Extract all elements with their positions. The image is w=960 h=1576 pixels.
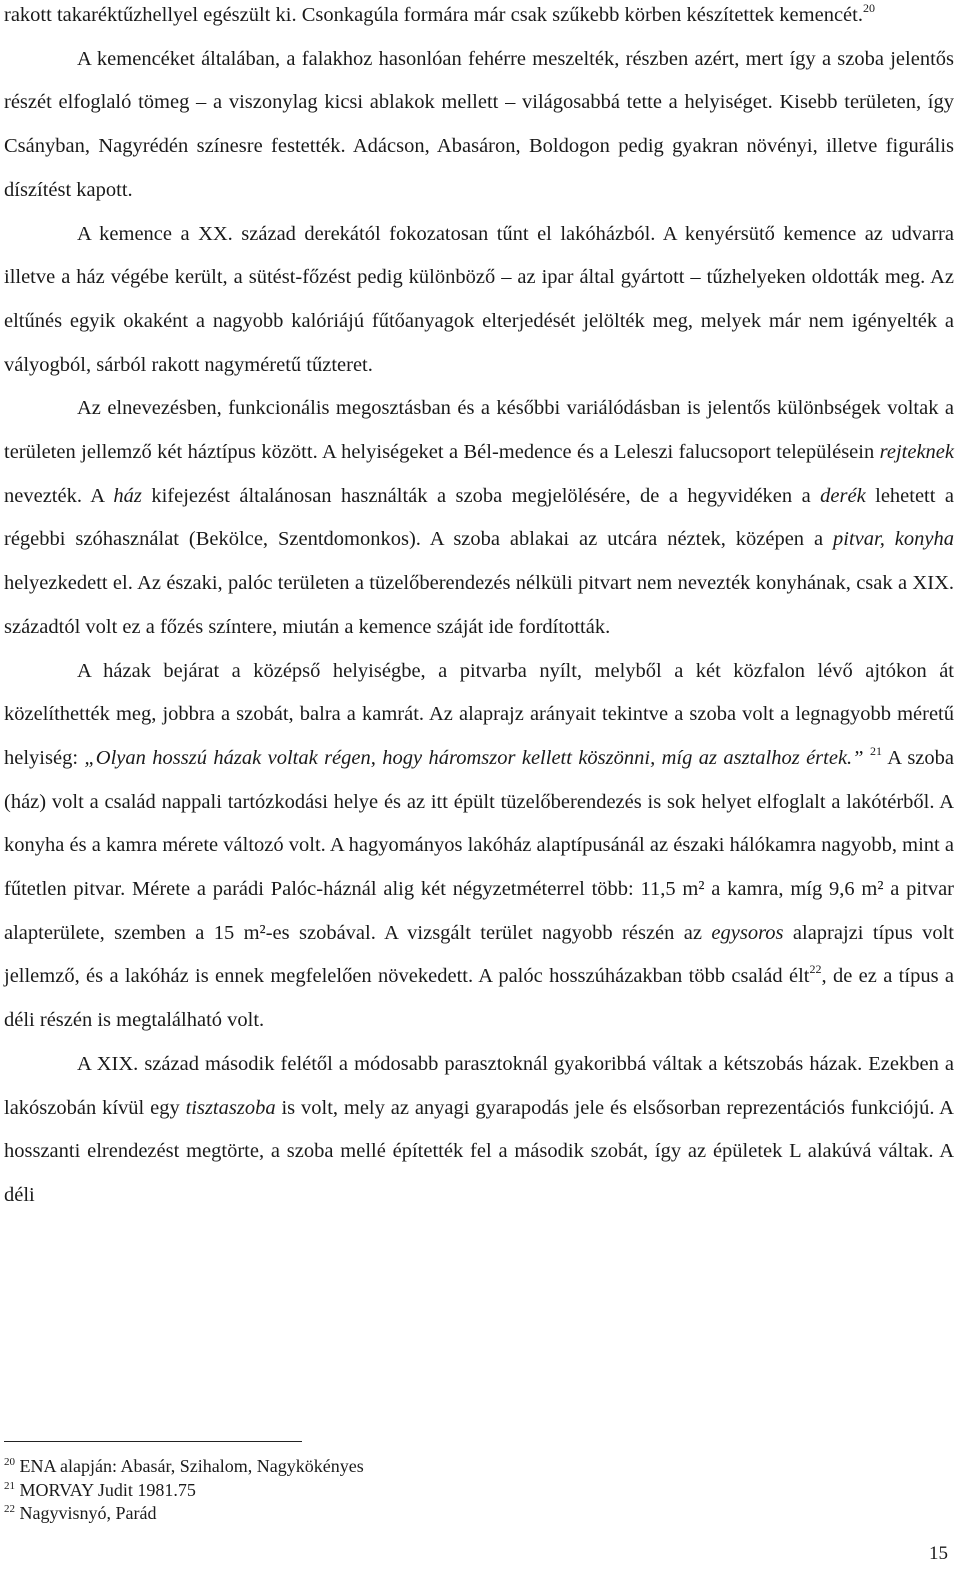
paragraph (4, 650, 954, 1043)
paragraph (4, 38, 954, 213)
text-run: , de ez a típus a déli részén is megtalálható volt. (4, 965, 955, 1032)
italic-text: ház (113, 484, 142, 507)
text-run: A kemencéket általában, a falakhoz hasonlóan fehérre meszelték, részben azért, mert így a szoba jelentős részét elfoglaló tömeg – a viszonylag kicsi ablakok mellett – világosabbá tette a helyiséget. Kisebb területen, így Csányban, Nagyrédén színesre festették. Adácson, Abasáron, Boldogon pedig gyakran növényi, illetve figurális díszítést kapott. (4, 47, 954, 201)
footnote-ref: 22 (809, 962, 822, 977)
footnote-number: 22 (4, 1503, 15, 1515)
body-text (4, 0, 954, 1218)
footnote-text: Nagyvisnyó, Parád (19, 1503, 157, 1523)
footnote-ref: 20 (862, 1, 875, 15)
italic-text: tisztaszoba (185, 1096, 276, 1119)
italic-text: derék (820, 484, 866, 507)
text-run: kifejezést általánosan használták a szoba megjelölésére, de a hegyvidéken a (141, 484, 821, 507)
italic-text: egysoros (711, 921, 784, 944)
paragraph (4, 387, 954, 649)
footnote-separator (4, 1441, 302, 1442)
text-run: is volt, mely az anyagi gyarapodás jele és elsősorban reprezentációs funkciójú. A hosszanti elrendezést megtörte, a szoba mellé építették fel a második szobát, így az épületek L alakúvá váltak. A déli (4, 1096, 954, 1206)
text-run: A házak bejárat a középső helyiségbe, a pitvarba nyílt, melyből a két közfalon lévő ajtókon át közelíthették meg, jobbra a szobát, balra a kamrát. Az alaprajz arányait tekintve a szoba volt a legnagyobb méretű helyiség: (4, 659, 954, 769)
footnote-number: 21 (4, 1479, 15, 1492)
text-run: A kemence a XX. század derekától fokozatosan tűnt el lakóházból. A kenyérsütő kemence az udvarra illetve a ház végébe került, a sütést-főzést pedig különböző – az ipar által gyártott – tűzhelyeken oldották meg. Az eltűnés egyik okaként a nagyobb kalóriájú fűtőanyagok elterjedését jelölték meg, melyek már nem igényelték a vályogból, sárból rakott nagyméretű tűzteret. (4, 222, 954, 376)
page-number: 15 (929, 1543, 948, 1564)
footnote-text: ENA alapján: Abasár, Szihalom, Nagykökényes (19, 1456, 364, 1476)
text-run: helyezkedett el. Az északi, palóc területen a tüzelőberendezés nélküli pitvart nem nevezték konyhának, csak a XIX. századtól volt ez a főzés színtere, miután a kemence száját ide fordították. (4, 572, 954, 638)
paragraph (4, 0, 954, 38)
footnote-number: 20 (4, 1456, 15, 1468)
text-run: rakott takaréktűzhellyel egészült ki. Csonkagúla formára már csak szűkebb körben készítettek kemencét. (4, 4, 863, 26)
text-run: nevezték. A (4, 484, 114, 507)
text-run: A szoba (ház) volt a család nappali tartózkodási helye és az itt épült tüzelőberendezés is sok helyet elfoglalt a lakótérből. A konyha és a kamra mérete változó volt. A hagyományos lakóház alaptípusánál az északi hálókamra nagyobb, mint a fűtetlen pitvar. Mérete a parádi Palóc-háznál alig két négyzetméterrel több: 11,5 m² a kamra, míg 9,6 m² a pitvar alapterülete, szemben a 15 m²-es szobával. A vizsgált terület nagyobb részén az (4, 746, 955, 944)
text-run: A XIX. század második felétől a módosabb parasztoknál gyakoribbá váltak a kétszobás házak. Ezekben a lakószobán kívül egy (4, 1052, 954, 1119)
footnote (4, 1455, 904, 1479)
text-run: alaprajzi típus volt jellemző, és a lakóház is ennek megfelelően növekedett. A palóc hosszúházakban több család élt (4, 921, 955, 988)
paragraph (4, 1043, 954, 1218)
footnote-ref: 21 (870, 743, 882, 758)
footnote (4, 1479, 904, 1503)
footnotes (4, 1455, 904, 1526)
paragraph (4, 213, 954, 388)
text-run: Az elnevezésben, funkcionális megosztásban és a későbbi variálódásban is jelentős különbségek voltak a területen jellemző két háztípus között. A helyiségeket a Bél-medence és a Leleszi falucsoport településein (4, 397, 954, 464)
footnote (4, 1502, 904, 1526)
footnote-text: MORVAY Judit 1981.75 (19, 1479, 196, 1500)
italic-text: „Olyan hosszú házak voltak régen, hogy háromszor kellett köszönni, míg az asztalhoz értek.” (84, 746, 864, 769)
italic-text: pitvar, konyha (833, 528, 954, 551)
italic-text: rejteknek (879, 441, 954, 464)
text-run: lehetett a régebbi szóhasználat (Bekölce, Szentdomonkos). A szoba ablakai az utcára néztek, középen a (4, 484, 954, 551)
